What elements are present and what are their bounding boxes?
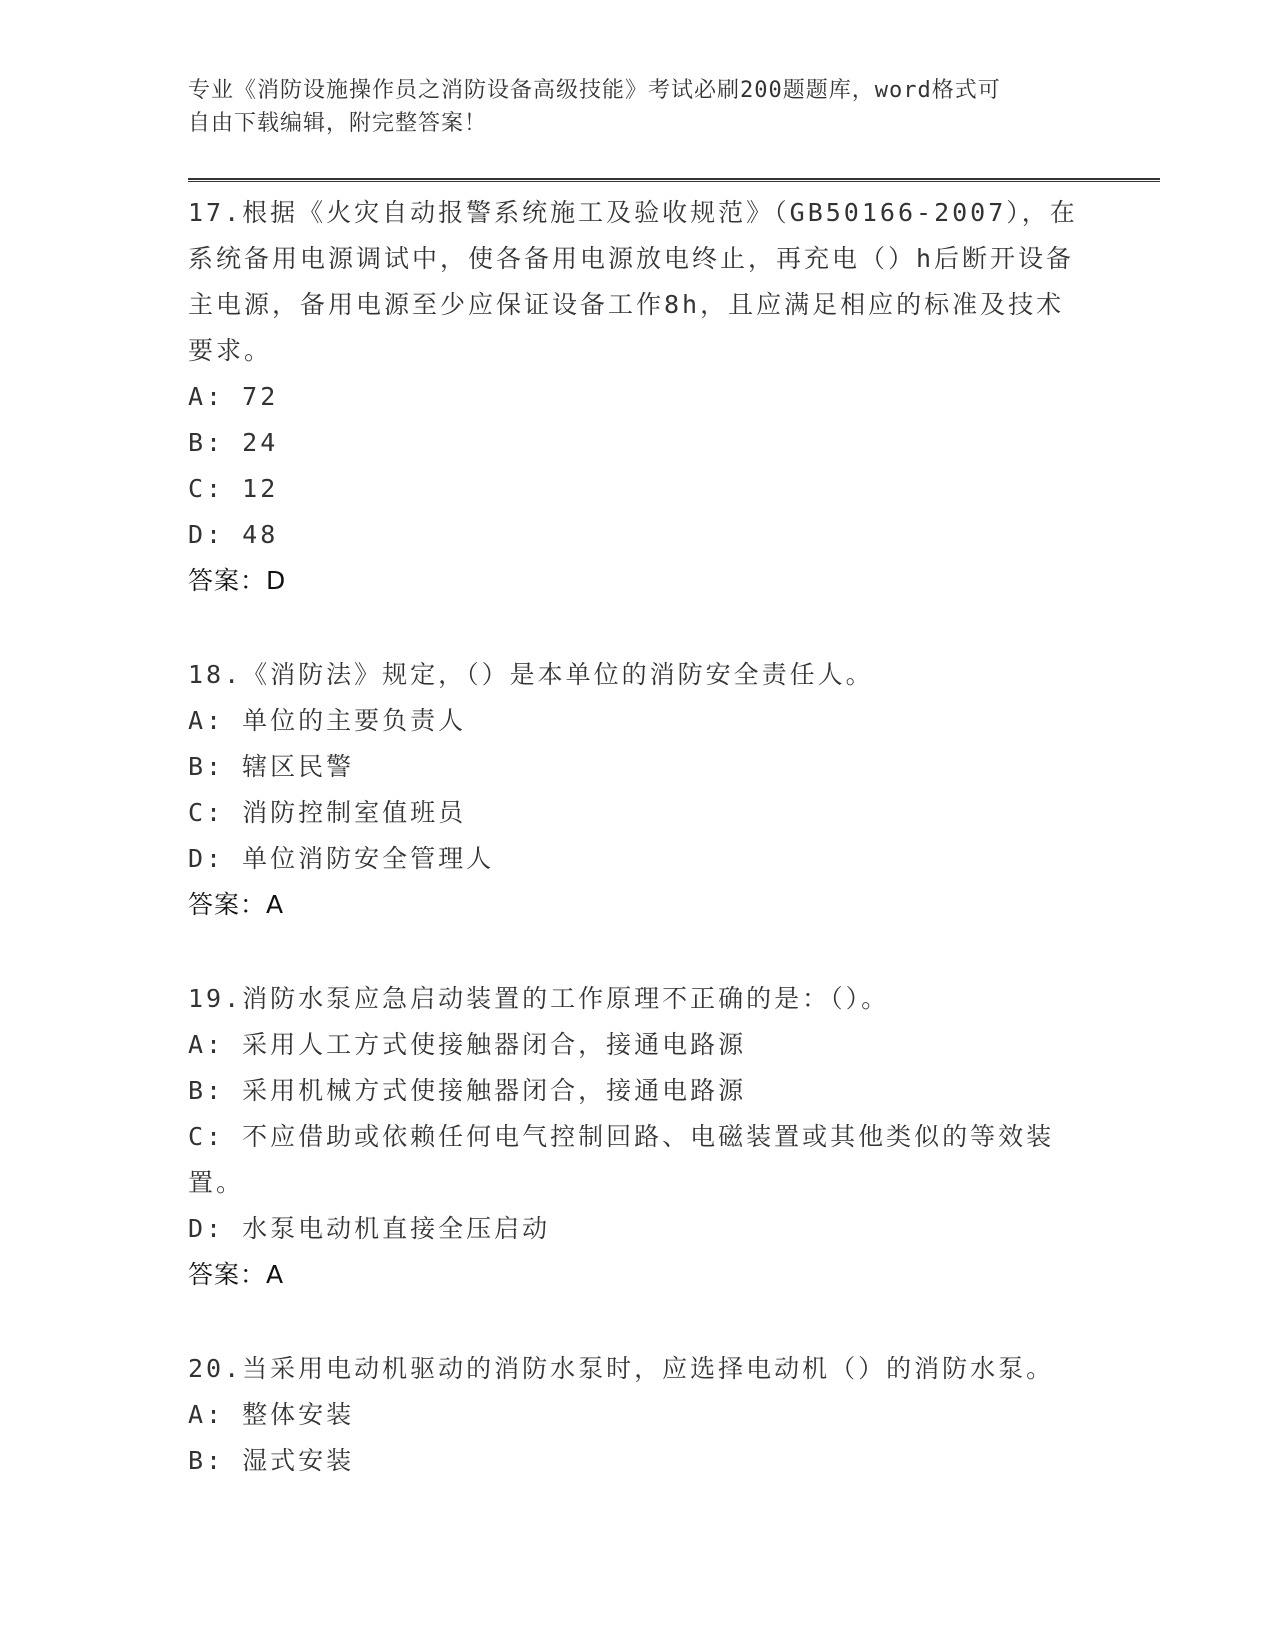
header-line-2: 自由下载编辑，附完整答案！ [188,111,488,136]
question-19 [188,976,1088,1298]
option-b: B: 24 [188,428,279,457]
question-text: 17.根据《火灾自动报警系统施工及验收规范》（GB50166-2007），在系统备用电源调试中，使各备用电源放电终止，再充电（）h后断开设备主电源，备用电源至少应保证设备工作8h，且应满足相应的标准及技术要求。 [188,198,1078,365]
option-c: C: 12 [188,474,279,503]
option-b: B: 采用机械方式使接触器闭合，接通电路源 [188,1076,747,1105]
question-20 [188,1346,1088,1484]
option-a: A: 采用人工方式使接触器闭合，接通电路源 [188,1030,747,1059]
question-text: 20.当采用电动机驱动的消防水泵时，应选择电动机（）的消防水泵。 [188,1354,1055,1383]
header-line-1: 专业《消防设施操作员之消防设备高级技能》考试必刷200题题库，word格式可 [188,78,1001,103]
answer: 答案：A [188,890,285,919]
question-text: 19.消防水泵应急启动装置的工作原理不正确的是：（）。 [188,984,890,1013]
answer: 答案：D [188,566,287,595]
question-text: 18.《消防法》规定，（）是本单位的消防安全责任人。 [188,660,874,689]
option-c: C: 不应借助或依赖任何电气控制回路、电磁装置或其他类似的等效装置。 [188,1122,1055,1197]
option-d: D: 单位消防安全管理人 [188,844,495,873]
option-b: B: 辖区民警 [188,752,355,781]
question-list [188,190,1088,1532]
option-b: B: 湿式安装 [188,1446,355,1475]
answer: 答案：A [188,1260,285,1289]
document-header [188,74,1088,140]
question-17 [188,190,1088,604]
question-18 [188,652,1088,928]
option-d: D: 48 [188,520,279,549]
option-c: C: 消防控制室值班员 [188,798,467,827]
option-a: A: 单位的主要负责人 [188,706,467,735]
header-divider [188,178,1160,182]
option-a: A: 整体安装 [188,1400,355,1429]
option-d: D: 水泵电动机直接全压启动 [188,1214,551,1243]
option-a: A: 72 [188,382,279,411]
